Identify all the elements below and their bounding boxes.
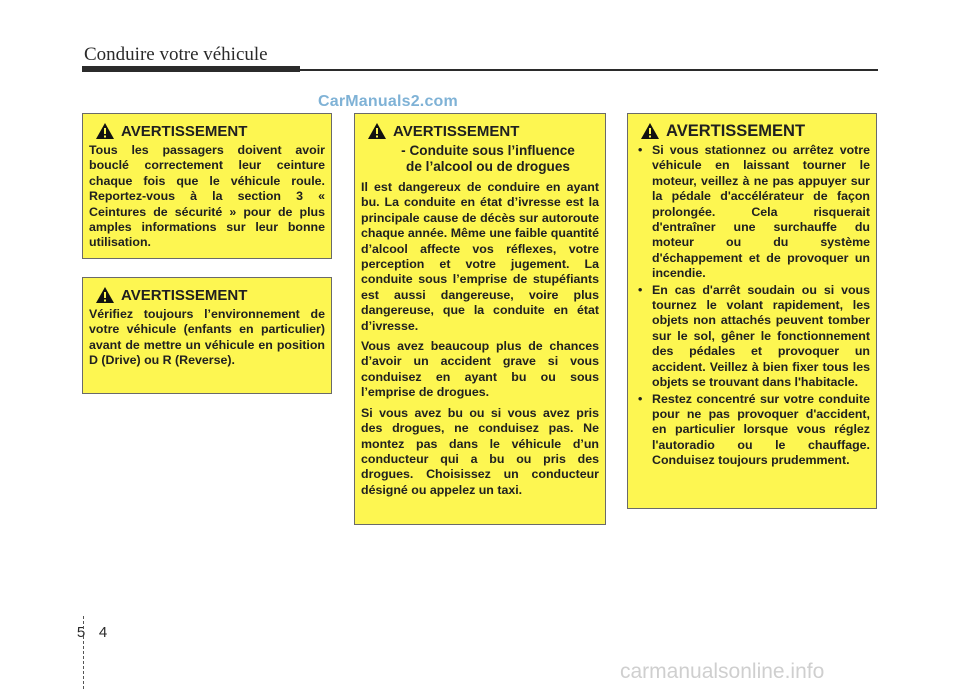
warning-subtitle-line: - Conduite sous l’influence (401, 143, 575, 158)
warning-subtitle-line: de l’alcool ou de drogues (406, 159, 570, 174)
warning-box-header (634, 122, 870, 140)
warning-box-seatbelts (82, 113, 332, 259)
warning-heading: AVERTISSEMENT (393, 122, 520, 140)
warning-paragraph: Il est dangereux de conduire en ayant bu. La conduite en état d’ivresse est la principale cause de décès sur autoroute chaque année. Même une faible quantité d’alcool affecte vos réflexes, votre perception et votre jugement. La conduite sous l’emprise de stupéfiants est aussi dangereuse, voire plus dangereuse, que la conduite en état d’ivresse. (361, 180, 599, 333)
warning-triangle-icon (367, 122, 387, 140)
watermark-text: CarManuals2.com (318, 93, 458, 110)
warning-box-surroundings (82, 277, 332, 394)
warning-paragraph: Vous avez beaucoup plus de chances d’avoir un accident grave si vous conduisez en ayant bu ou sous l’emprise de drogues. (361, 339, 599, 400)
warning-paragraph: Si vous avez bu ou si vous avez pris des drogues, ne conduisez pas. Ne montez pas dans le véhicule d’un conducteur qui a bu ou pris des drogues. Choisissez un conducteur désigné ou appelez un taxi. (361, 405, 599, 497)
warning-triangle-icon (95, 286, 115, 304)
warning-subtitle (361, 143, 599, 175)
warning-box-header (89, 286, 325, 304)
warning-text: Tous les passagers doivent avoir bouclé correctement leur ceinture chaque fois que le véhicule roule. Reportez-vous à la section 3 « Ceintures de sécurité » pour de plus amples informations sur leur bonne utilisation. (89, 143, 325, 250)
page-number-divider (83, 616, 85, 689)
warning-triangle-icon (640, 122, 660, 140)
page-number (70, 624, 114, 641)
warning-heading: AVERTISSEMENT (121, 122, 248, 140)
warning-box-engine-idle (627, 113, 877, 509)
warning-bullet: • Restez concentré sur votre conduite pour ne pas provoquer d'accident, en particulier lorsque vous réglez l'autoradio ou le chauffage. Conduisez toujours prudemment. (634, 392, 870, 469)
warning-text: Vérifiez toujours l’environnement de votre véhicule (enfants en particulier) avant de mettre un véhicule en position D (Drive) ou R (Reverse). (89, 307, 325, 368)
warning-triangle-icon (95, 122, 115, 140)
header-rule-thick (82, 66, 300, 72)
warning-box-alcohol-drugs (354, 113, 606, 525)
footer-watermark-url: carmanualsonline.info (620, 660, 825, 683)
page-number-value: 4 (98, 624, 108, 641)
warning-box-header (361, 122, 599, 140)
warning-box-header (89, 122, 325, 140)
warning-bullet: • Si vous stationnez ou arrêtez votre véhicule en laissant tourner le moteur, veillez à ne pas appuyer sur la pédale d'accélérateur de façon prolongée. Cela risquerait d'entraîner une surchauffe du moteur ou du système d'échappement et de provoquer un incendie. (634, 143, 870, 282)
warning-heading: AVERTISSEMENT (666, 121, 806, 140)
warning-bullet-list (634, 143, 870, 469)
page-section-number: 5 (76, 624, 86, 641)
page-header-title: Conduire votre véhicule (84, 44, 268, 65)
warning-bullet: • En cas d'arrêt soudain ou si vous tournez le volant rapidement, les objets non attachés peuvent tomber sur le sol, gêner le fonctionnement des pédales et provoquer un accident. Veillez à bien fixer tous les objets se trouvant dans l'habitacle. (634, 283, 870, 391)
header-rule-thin (300, 69, 878, 71)
warning-heading: AVERTISSEMENT (121, 286, 248, 304)
